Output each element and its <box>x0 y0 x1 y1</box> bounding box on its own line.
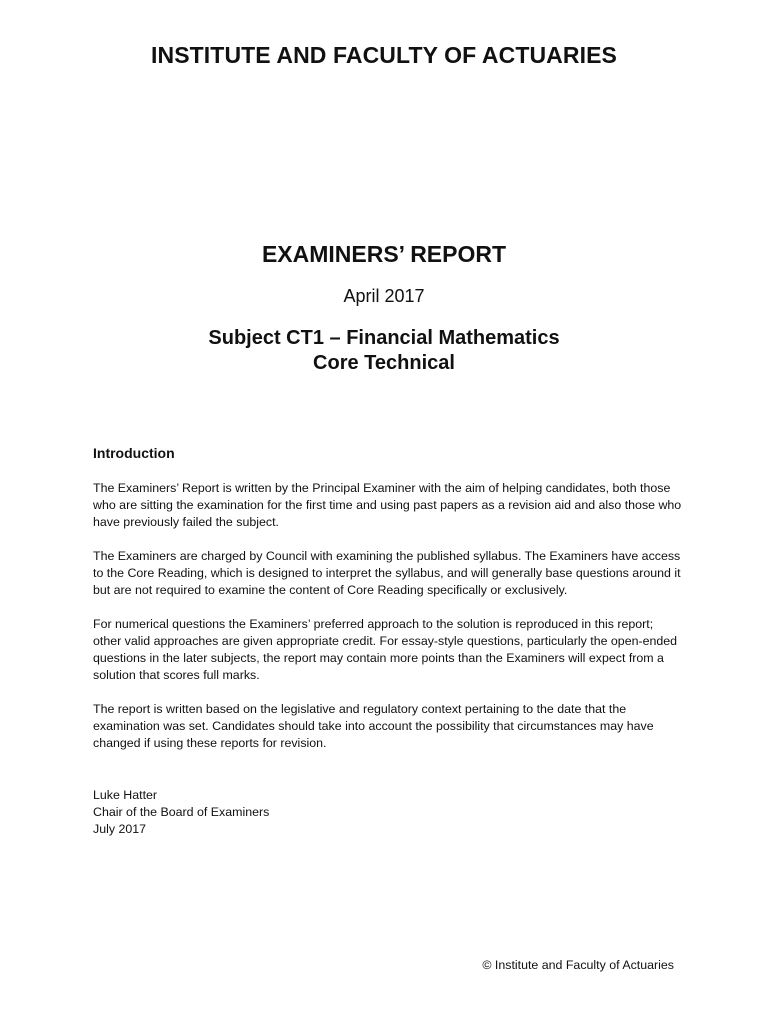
report-title: EXAMINERS’ REPORT <box>261 241 507 267</box>
report-date: April 2017 <box>343 286 425 306</box>
intro-paragraph-1: The Examiners’ Report is written by the Principal Examiner with the aim of helping candidates, both those who are sitting the examination for the first time and using past papers as a revision aid and also those who have previously failed the subject. <box>93 481 682 529</box>
organization-title: INSTITUTE AND FACULTY OF ACTUARIES <box>151 42 617 68</box>
intro-paragraph-3: For numerical questions the Examiners’ preferred approach to the solution is reproduced in this report; other valid approaches are given appropriate credit. For essay-style questions, particularly the open-ended questions in the later subjects, the report may contain more points than the Examiners will expect from a solution that scores full marks. <box>93 617 678 682</box>
subject-line-1: Subject CT1 – Financial Mathematics <box>208 327 560 349</box>
intro-paragraph-2: The Examiners are charged by Council with examining the published syllabus. The Examiners have access to the Core Reading, which is designed to interpret the syllabus, and will generally base questions around it but are not required to examine the content of Core Reading specifically or exclusively. <box>93 549 681 597</box>
copyright-footer: © Institute and Faculty of Actuaries <box>482 958 674 972</box>
subject-line-2: Core Technical <box>313 352 455 374</box>
subject-heading <box>0 326 768 376</box>
intro-paragraph-4: The report is written based on the legislative and regulatory context pertaining to the date that the examination was set. Candidates should take into account the possibility that circumstances may have changed if using these reports for revision. <box>93 702 654 750</box>
introduction-heading: Introduction <box>93 445 175 461</box>
signature-block <box>93 787 269 838</box>
signature-date: July 2017 <box>93 822 147 836</box>
signatory-role: Chair of the Board of Examiners <box>93 805 270 819</box>
introduction-body <box>93 480 683 769</box>
signatory-name: Luke Hatter <box>93 788 158 802</box>
